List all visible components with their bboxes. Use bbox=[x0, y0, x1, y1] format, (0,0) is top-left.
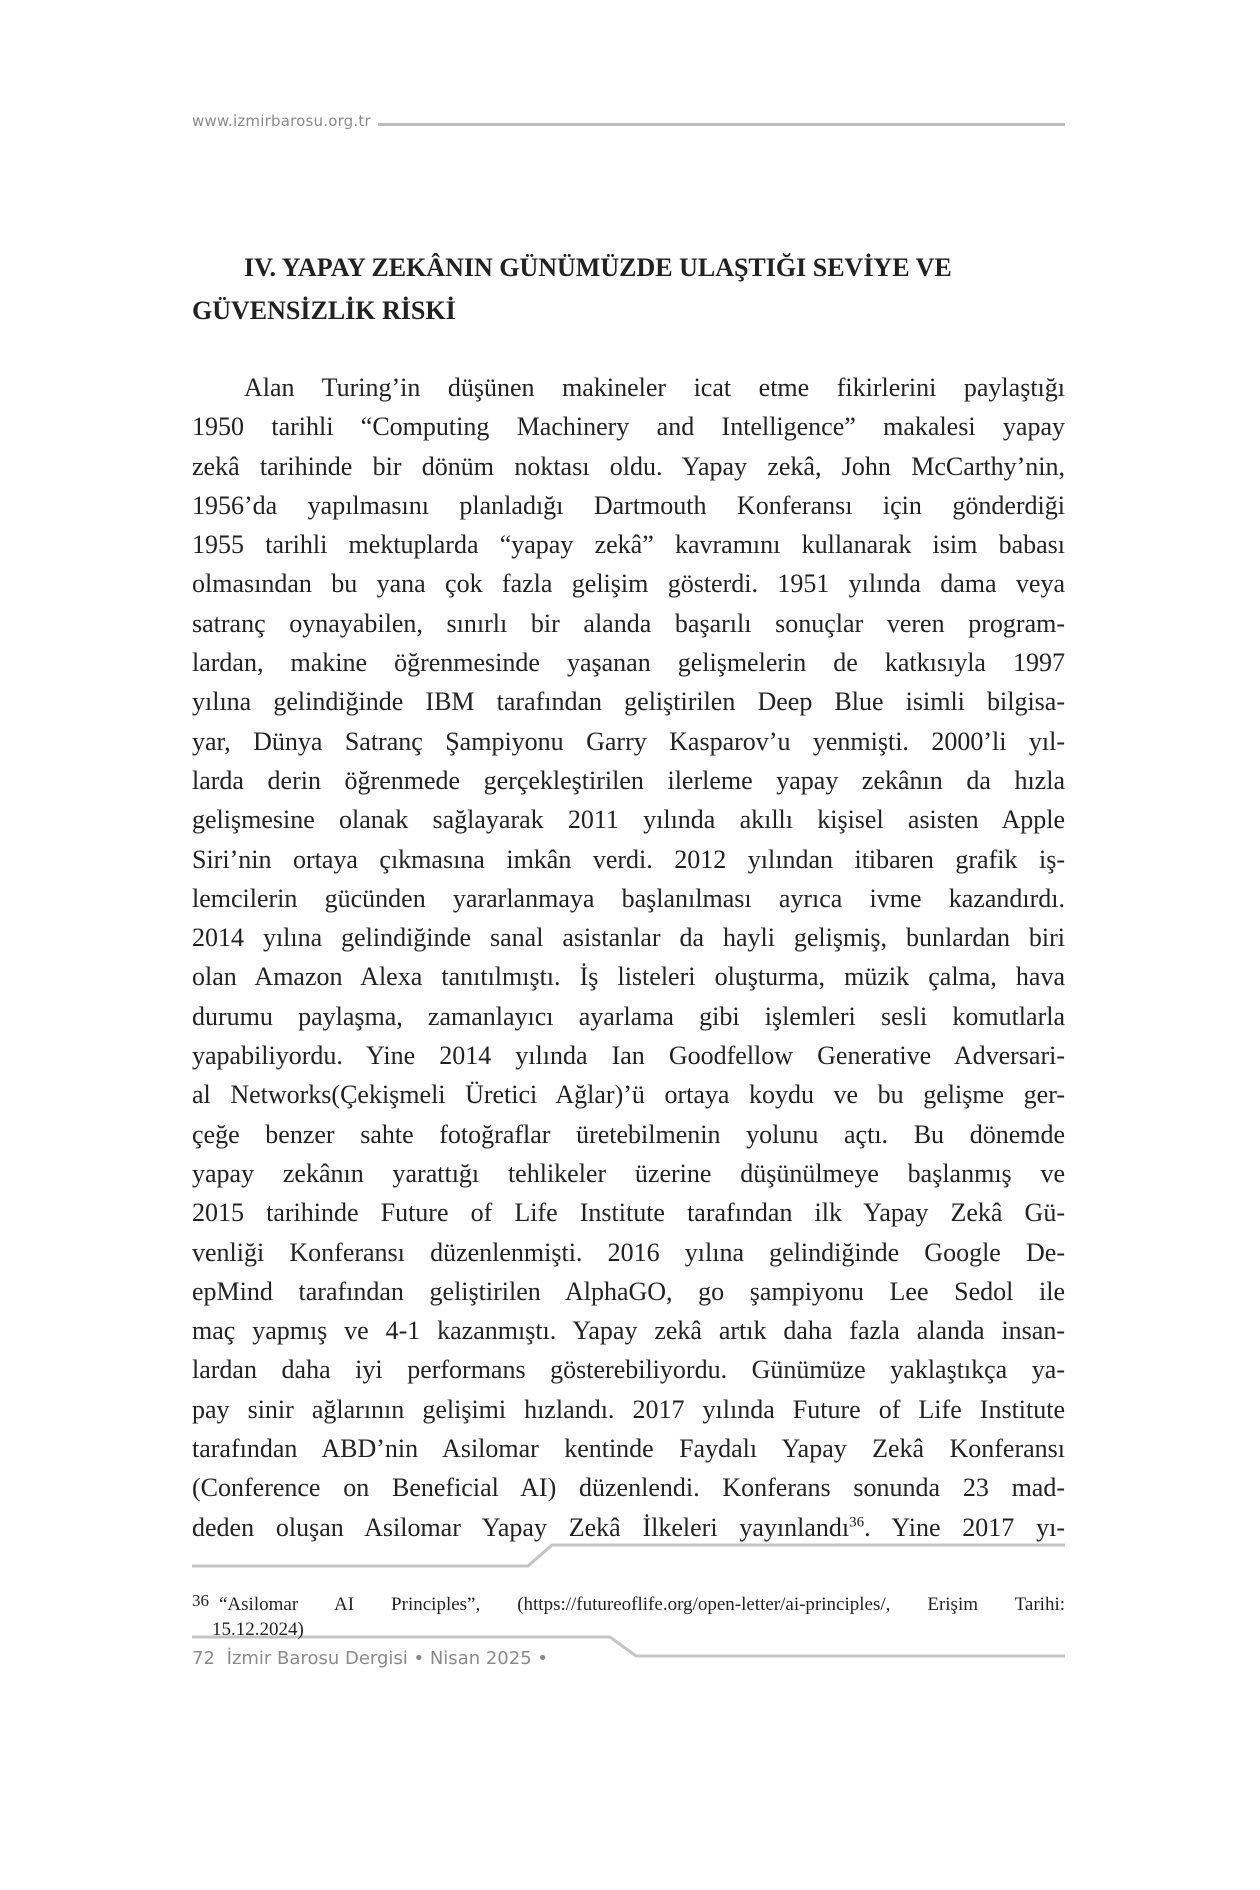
body-line: olmasından bu yana çok fazla gelişim gösterdi. 1951 yılında dama veya bbox=[192, 569, 1065, 599]
footnote bbox=[192, 1588, 1065, 1642]
body-line: yar, Dünya Satranç Şampiyonu Garry Kasparov’u yenmişti. 2000’li yıl- bbox=[192, 726, 1065, 756]
body-line: epMind tarafından geliştirilen AlphaGO, go şampiyonu Lee Sedol ile bbox=[192, 1276, 1065, 1306]
body-line: yapabiliyordu. Yine 2014 yılında Ian Goodfellow Generative Adversari- bbox=[192, 1041, 1065, 1071]
body-line: gelişmesine olanak sağlayarak 2011 yılında akıllı kişisel asisten Apple bbox=[192, 805, 1065, 835]
body-line: 1955 tarihli mektuplarda “yapay zekâ” kavramını kullanarak isim babası bbox=[192, 530, 1065, 560]
body-line: larda derin öğrenmede gerçekleştirilen ilerleme yapay zekânın da hızla bbox=[192, 765, 1065, 795]
body-line: zekâ tarihinde bir dönüm noktası oldu. Yapay zekâ, John McCarthy’nin, bbox=[192, 451, 1065, 481]
body-line: çeğe benzer sahte fotoğraflar üretebilmenin yolunu açtı. Bu dönemde bbox=[192, 1119, 1065, 1149]
body-line: Alan Turing’in düşünen makineler icat etme fikirlerini paylaştığı bbox=[244, 373, 1065, 402]
body-line: durumu paylaşma, zamanlayıcı ayarlama gibi işlemleri sesli komutlarla bbox=[192, 1001, 1065, 1031]
header-site-url: www.izmirbarosu.org.tr bbox=[192, 112, 371, 130]
body-line-text: . Yine 2017 yı- bbox=[864, 1512, 1065, 1542]
body-line: (Conference on Beneficial AI) düzenlendi. Konferans sonunda 23 mad- bbox=[192, 1473, 1065, 1503]
footnote-reference[interactable]: 36 bbox=[849, 1513, 865, 1530]
body-line: 2014 yılına gelindiğinde sanal asistanlar da hayli gelişmiş, bunlardan biri bbox=[192, 923, 1065, 953]
body-line: lardan, makine öğrenmesinde yaşanan gelişmelerin de katkısıyla 1997 bbox=[192, 648, 1065, 678]
body-line: maç yapmış ve 4-1 kazanmıştı. Yapay zekâ artık daha fazla alanda insan- bbox=[192, 1316, 1065, 1346]
body-line: pay sinir ağlarının gelişimi hızlandı. 2017 yılında Future of Life Institute bbox=[192, 1394, 1065, 1424]
body-line: tarafından ABD’nin Asilomar kentinde Faydalı Yapay Zekâ Konferansı bbox=[192, 1434, 1065, 1464]
footnote-text-line-1: “Asilomar AI Principles”, (https://futureoflife.org/open-letter/ai-principles/, Erişim Tarihi: bbox=[219, 1594, 1065, 1615]
body-line: 2015 tarihinde Future of Life Institute tarafından ilk Yapay Zekâ Gü- bbox=[192, 1198, 1065, 1228]
section-title-line-2: GÜVENSİZLİK RİSKİ bbox=[192, 296, 456, 325]
footnote-text-line-2: 15.12.2024) bbox=[212, 1619, 304, 1640]
body-line: yapay zekânın yarattığı tehlikeler üzerine düşünülmeye başlanmış ve bbox=[192, 1158, 1065, 1188]
footnote-separator-line bbox=[192, 1545, 1065, 1566]
body-line: lardan daha iyi performans gösterebiliyordu. Günümüze yaklaştıkça ya- bbox=[192, 1355, 1065, 1385]
page-number: 72 bbox=[192, 1648, 215, 1669]
body-line-text: deden oluşan Asilomar Yapay Zekâ İlkeleri yayınlandı bbox=[192, 1512, 850, 1542]
section-title-line-1: IV. YAPAY ZEKÂNIN GÜNÜMÜZDE ULAŞTIĞI SEVİYE VE bbox=[244, 253, 952, 282]
journal-name: İzmir Barosu Dergisi • Nisan 2025 • bbox=[226, 1648, 548, 1669]
page-footer bbox=[192, 1648, 554, 1669]
body-line: lemcilerin gücünden yararlanmaya başlanılması ayrıca ivme kazandırdı. bbox=[192, 883, 1065, 913]
body-line: satranç oynayabilen, sınırlı bir alanda başarılı sonuçlar veren program- bbox=[192, 608, 1065, 638]
body-line: olan Amazon Alexa tanıtılmıştı. İş listeleri oluşturma, müzik çalma, hava bbox=[192, 962, 1065, 992]
body-line: yılına gelindiğinde IBM tarafından geliştirilen Deep Blue isimli bilgisa- bbox=[192, 687, 1065, 717]
body-line: Siri’nin ortaya çıkmasına imkân verdi. 2012 yılından itibaren grafik iş- bbox=[192, 844, 1065, 874]
body-line: venliği Konferansı düzenlenmişti. 2016 yılına gelindiğinde Google De- bbox=[192, 1237, 1065, 1267]
body-line: 1950 tarihli “Computing Machinery and Intelligence” makalesi yapay bbox=[192, 412, 1065, 442]
body-line: al Networks(Çekişmeli Üretici Ağlar)’ü ortaya koydu ve bu gelişme ger- bbox=[192, 1080, 1065, 1110]
footnote-number: 36 bbox=[192, 1591, 209, 1610]
body-line: 1956’da yapılmasını planladığı Dartmouth Konferansı için gönderdiği bbox=[192, 490, 1065, 520]
